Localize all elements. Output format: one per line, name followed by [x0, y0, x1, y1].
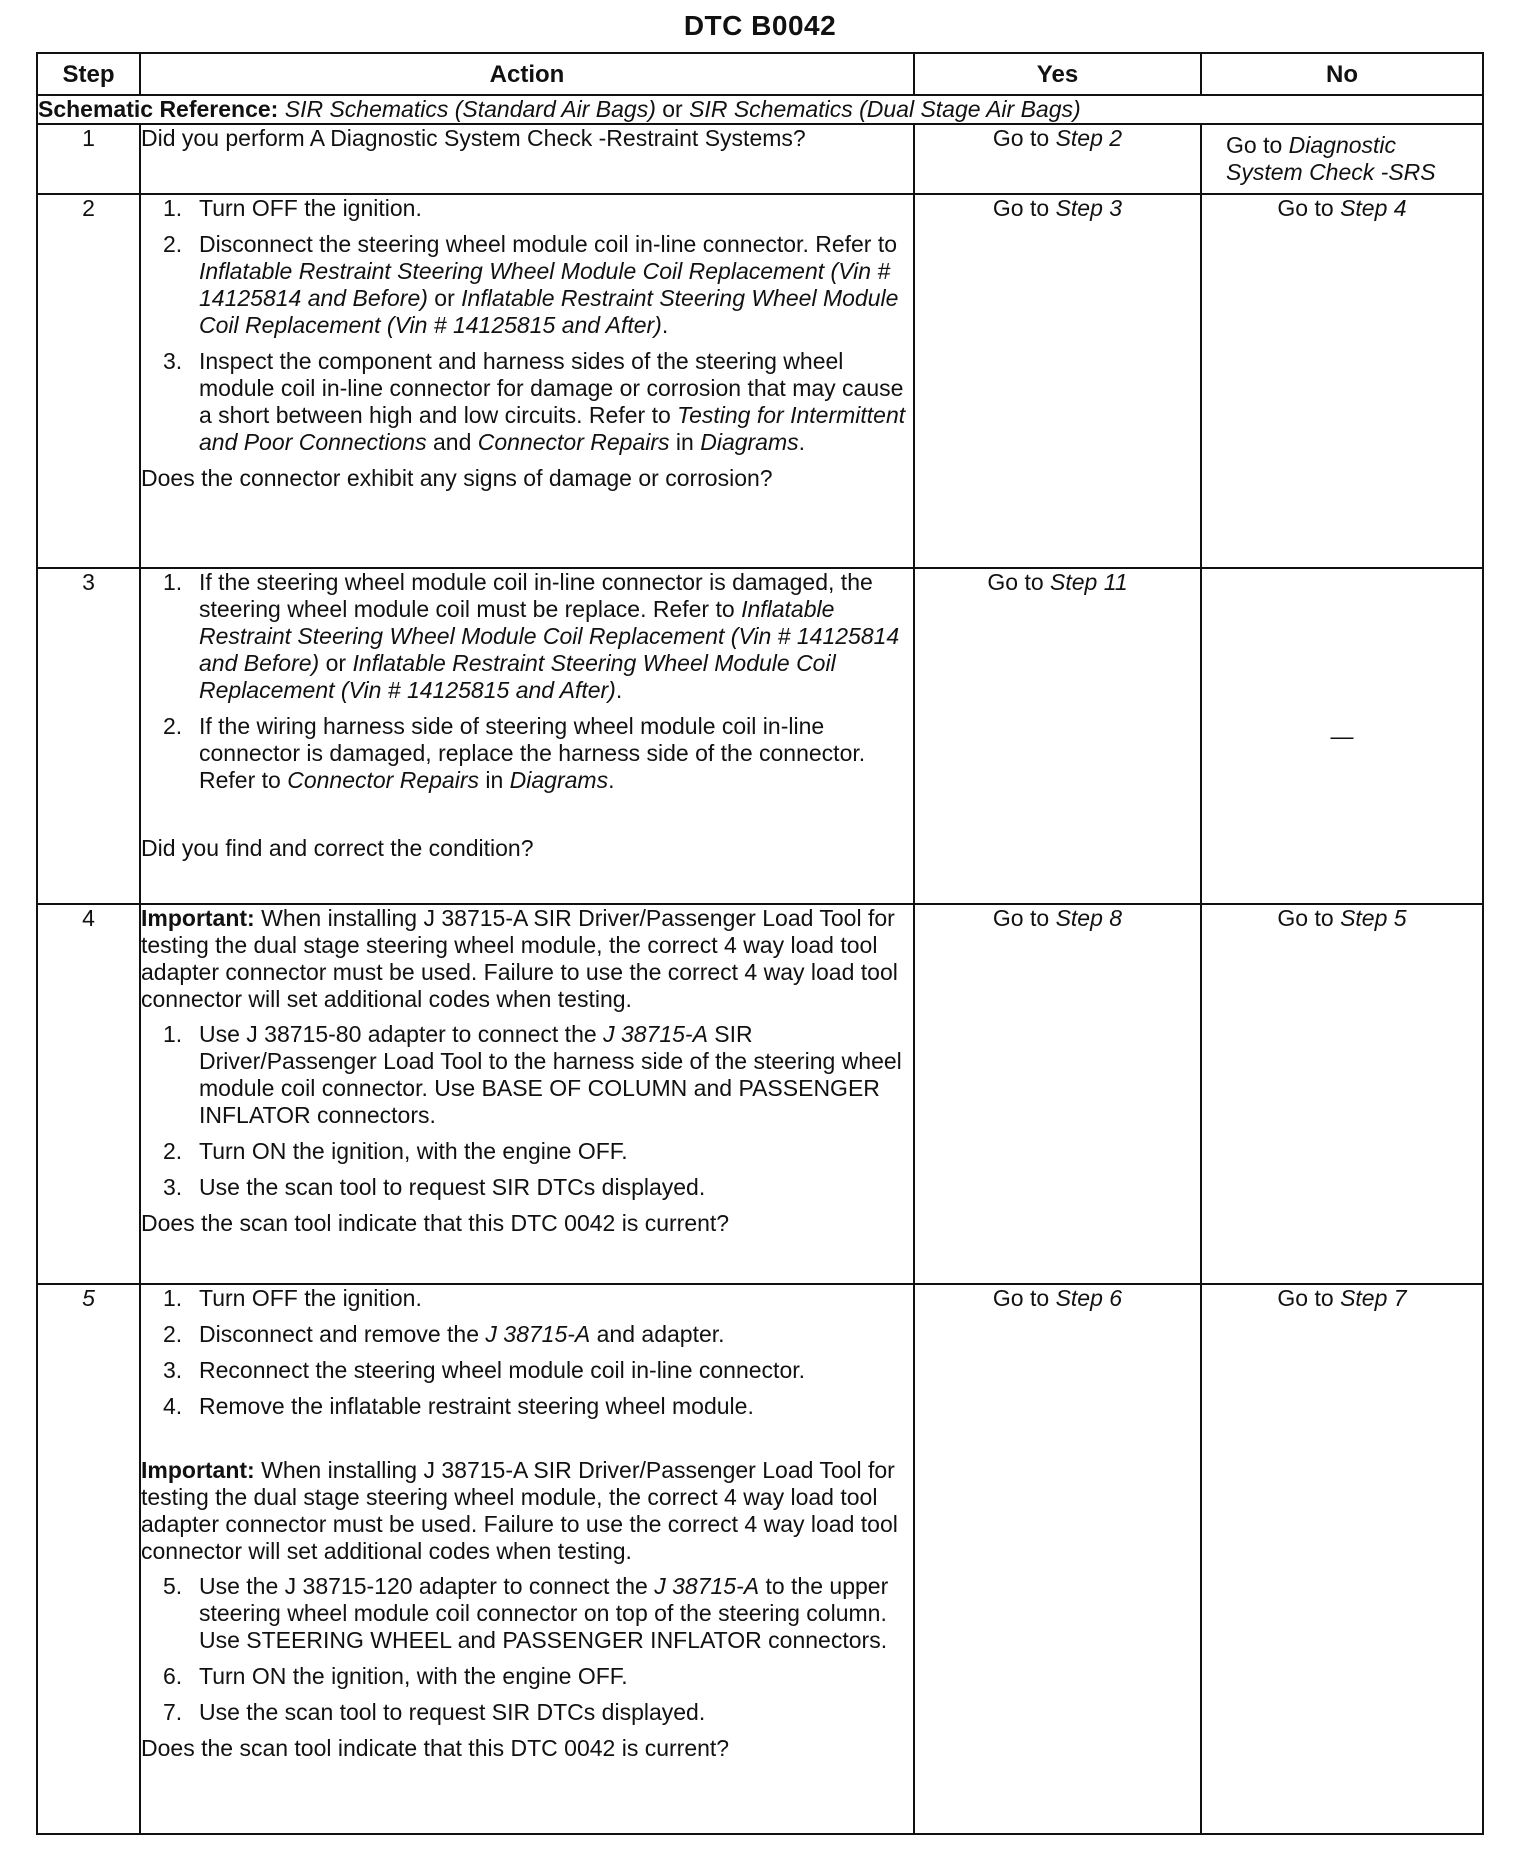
item-number: 6.	[163, 1663, 183, 1689]
item-text: Use the scan tool to request SIR DTCs displayed.	[199, 1174, 706, 1200]
yes-cell	[914, 904, 1201, 1284]
step-row-2	[37, 194, 1483, 568]
header-no: No	[1201, 53, 1483, 95]
item-number: 1.	[163, 195, 183, 221]
step-question: Did you find and correct the condition?	[141, 835, 534, 861]
reference-link[interactable]: Connector Repairs	[287, 767, 479, 793]
yes-cell	[914, 194, 1201, 568]
step-number: 3	[37, 568, 140, 904]
action-cell	[140, 194, 914, 568]
item-text: Turn OFF the ignition.	[199, 195, 422, 221]
item-text: in	[478, 767, 510, 793]
item-text: .	[615, 677, 623, 703]
item-text: or	[319, 650, 353, 676]
action-cell	[140, 124, 914, 194]
no-cell	[1201, 904, 1483, 1284]
item-text: Use J 38715-80 adapter to connect the	[199, 1021, 604, 1047]
item-text: and	[426, 429, 478, 455]
yes-go: Go to	[992, 125, 1056, 151]
reference-link[interactable]: Connector Repairs	[477, 429, 670, 455]
item-number: 2.	[163, 231, 183, 257]
item-text: in	[669, 429, 701, 455]
item-number: 4.	[163, 1393, 183, 1419]
item-text: Disconnect and remove the	[199, 1321, 486, 1347]
action-cell	[140, 1284, 914, 1834]
list-item	[141, 231, 913, 339]
list-item	[141, 1573, 913, 1654]
reference-link[interactable]: Inflatable Restraint Steering Wheel Module Coil Replacement (Vin # 14125815 and After)	[199, 650, 836, 703]
yes-cell	[914, 1284, 1201, 1834]
header-yes: Yes	[914, 53, 1201, 95]
reference-link[interactable]: Inflatable Restraint Steering Wheel Module Coil Replacement (Vin # 14125814 and Before)	[199, 596, 900, 676]
step-row-3	[37, 568, 1483, 904]
item-text: to the upper steering wheel module coil connector on top of the steering column. Use STEERING WHEEL and PASSENGER INFLATOR connectors.	[199, 1573, 889, 1653]
step-list	[141, 1573, 913, 1726]
no-link[interactable]: Diagnostic	[1288, 132, 1397, 158]
reference-link[interactable]: Diagrams	[700, 429, 799, 455]
step-number: 1	[37, 124, 140, 194]
list-item	[141, 1699, 913, 1726]
action-cell	[140, 904, 914, 1284]
list-item	[141, 569, 913, 704]
no-go: Go to	[1226, 132, 1289, 158]
item-number: 3.	[163, 1357, 183, 1383]
list-item	[141, 1393, 913, 1420]
yes-link[interactable]: Step 8	[1055, 905, 1123, 931]
item-text: Turn OFF the ignition.	[199, 1285, 422, 1311]
reference-link[interactable]: J 38715-A	[485, 1321, 591, 1347]
yes-cell	[914, 124, 1201, 194]
step-question: Does the scan tool indicate that this DTC 0042 is current?	[141, 1735, 730, 1761]
no-cell	[1201, 1284, 1483, 1834]
item-text: .	[661, 312, 669, 338]
schematic-reference	[37, 95, 1483, 124]
yes-link[interactable]: Step 6	[1055, 1285, 1123, 1311]
no-link[interactable]: System Check -SRS	[1226, 159, 1436, 185]
spacer	[141, 803, 913, 831]
no-dash: —	[1330, 722, 1354, 749]
step-list	[141, 569, 913, 794]
reference-link[interactable]: J 38715-A	[603, 1021, 708, 1047]
list-item	[141, 1321, 913, 1348]
schematic-ref-dual: SIR Schematics (Dual Stage Air Bags)	[689, 96, 1081, 122]
item-text: or	[427, 285, 462, 311]
reference-link[interactable]: Diagrams	[509, 767, 609, 793]
list-item	[141, 1357, 913, 1384]
step-number: 2	[37, 194, 140, 568]
list-item	[141, 713, 913, 794]
yes-cell	[914, 568, 1201, 904]
item-number: 1.	[163, 1285, 183, 1311]
item-text: Disconnect the steering wheel module coil in-line connector. Refer to	[199, 231, 898, 257]
item-number: 3.	[163, 1174, 183, 1200]
dtc-table	[36, 52, 1484, 1835]
list-item	[141, 1285, 913, 1312]
step-row-1	[37, 124, 1483, 194]
yes-link[interactable]: Step 2	[1055, 125, 1123, 151]
step-question: Does the connector exhibit any signs of damage or corrosion?	[141, 465, 773, 491]
item-number: 2.	[163, 1321, 183, 1347]
spacer	[141, 1429, 913, 1457]
item-text: SIR Driver/Passenger Load Tool to the harness side of the steering wheel module coil connector. Use BASE OF COLUMN and PASSENGER INFLATOR connectors.	[199, 1021, 902, 1128]
schematic-row	[37, 95, 1483, 124]
no-go: Go to	[1277, 905, 1341, 931]
important-text: When installing J 38715-A SIR Driver/Passenger Load Tool for testing the dual stage steering wheel module, the correct 4 way load tool adapter connector must be used. Failure to use the correct 4 way load tool connector will set additional codes when testing.	[141, 1457, 898, 1564]
item-text: .	[608, 767, 615, 793]
schematic-ref-standard: SIR Schematics (Standard Air Bags)	[284, 96, 656, 122]
item-number: 2.	[163, 1138, 183, 1164]
no-cell	[1201, 568, 1483, 904]
reference-link[interactable]: Inflatable Restraint Steering Wheel Module Coil Replacement (Vin # 14125814 and Before)	[199, 258, 891, 311]
step-list	[141, 1021, 913, 1201]
header-action: Action	[140, 53, 914, 95]
yes-go: Go to	[992, 1285, 1056, 1311]
list-item	[141, 1138, 913, 1165]
important-note	[141, 1457, 913, 1565]
schematic-or: or	[655, 96, 690, 122]
no-go: Go to	[1277, 1285, 1341, 1311]
list-item	[141, 348, 913, 456]
no-go: Go to	[1277, 195, 1341, 221]
list-item	[141, 1021, 913, 1129]
item-text: If the steering wheel module coil in-line connector is damaged, the steering wheel module coil must be replace. Refer to	[199, 569, 873, 622]
yes-go: Go to	[992, 195, 1056, 221]
step-question: Did you perform A Diagnostic System Check -Restraint Systems?	[141, 125, 806, 151]
item-number: 1.	[163, 1021, 183, 1047]
step-list	[141, 1285, 913, 1420]
yes-go: Go to	[987, 569, 1051, 595]
item-number: 7.	[163, 1699, 183, 1725]
step-number: 5	[37, 1284, 140, 1834]
item-text: Use the J 38715-120 adapter to connect the	[199, 1573, 655, 1599]
page-title: DTC B0042	[683, 10, 837, 41]
reference-link[interactable]: Testing for Intermittent and Poor Connections	[199, 402, 906, 455]
yes-link[interactable]: Step 11	[1050, 569, 1128, 595]
item-number: 5.	[163, 1573, 183, 1599]
item-text: and adapter.	[590, 1321, 725, 1347]
item-text: Remove the inflatable restraint steering wheel module.	[199, 1393, 754, 1419]
item-number: 1.	[163, 569, 183, 595]
list-item	[141, 1174, 913, 1201]
no-link[interactable]: Step 5	[1340, 905, 1407, 931]
item-text: Use the scan tool to request SIR DTCs displayed.	[199, 1699, 706, 1725]
step-row-5	[37, 1284, 1483, 1834]
no-link[interactable]: Step 7	[1340, 1285, 1407, 1311]
step-question: Does the scan tool indicate that this DTC 0042 is current?	[141, 1210, 730, 1236]
item-text: If the wiring harness side of steering wheel module coil in-line connector is damaged, replace the harness side of the connector. Refer to	[199, 713, 866, 793]
yes-link[interactable]: Step 3	[1055, 195, 1123, 221]
action-cell	[140, 568, 914, 904]
schematic-label: Schematic Reference:	[38, 96, 279, 122]
item-text: Inspect the component and harness sides of the steering wheel module coil in-line connector for damage or corrosion that may cause a short between high and low circuits. Refer to	[199, 348, 904, 428]
no-link[interactable]: Step 4	[1340, 195, 1407, 221]
step-list	[141, 195, 913, 456]
step-number: 4	[37, 904, 140, 1284]
yes-go: Go to	[992, 905, 1056, 931]
header-step: Step	[37, 53, 140, 95]
item-text: Reconnect the steering wheel module coil in-line connector.	[199, 1357, 806, 1383]
step-row-4	[37, 904, 1483, 1284]
item-number: 3.	[163, 348, 183, 374]
important-note	[141, 905, 913, 1013]
important-label: Important:	[141, 905, 255, 931]
important-label: Important:	[141, 1457, 255, 1483]
list-item	[141, 1663, 913, 1690]
header-row	[37, 53, 1483, 95]
no-cell	[1201, 194, 1483, 568]
reference-link[interactable]: Inflatable Restraint Steering Wheel Module Coil Replacement (Vin # 14125815 and After)	[199, 285, 899, 338]
list-item	[141, 195, 913, 222]
item-number: 2.	[163, 713, 183, 739]
important-text: When installing J 38715-A SIR Driver/Passenger Load Tool for testing the dual stage steering wheel module, the correct 4 way load tool adapter connector must be used. Failure to use the correct 4 way load tool connector will set additional codes when testing.	[141, 905, 898, 1012]
item-text: Turn ON the ignition, with the engine OFF.	[199, 1663, 628, 1689]
item-text: Turn ON the ignition, with the engine OFF.	[199, 1138, 628, 1164]
reference-link[interactable]: J 38715-A	[654, 1573, 760, 1599]
no-cell	[1201, 124, 1483, 194]
item-text: .	[798, 429, 806, 455]
